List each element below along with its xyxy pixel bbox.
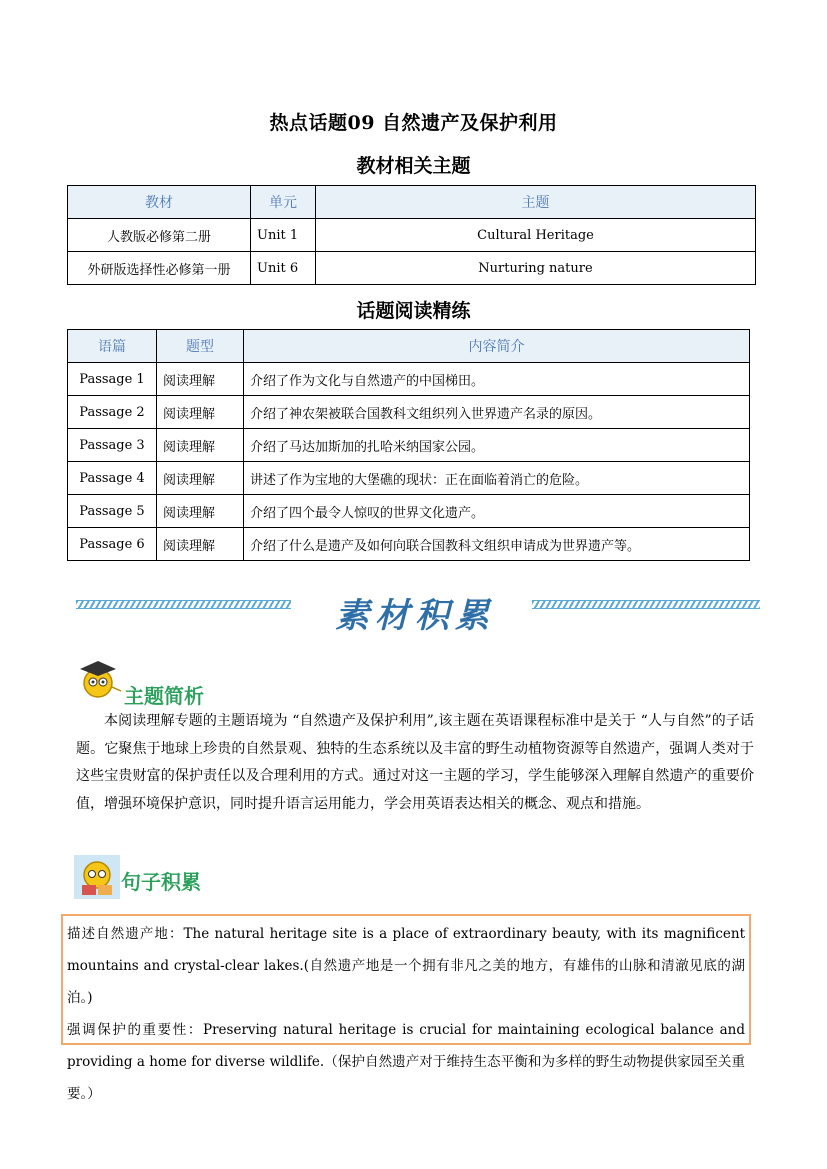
table-row (68, 429, 750, 462)
col-header: 题型 (157, 330, 244, 363)
table-cell: 阅读理解 (157, 462, 244, 495)
table-cell: 介绍了什么是遗产及如何向联合国教科文组织申请成为世界遗产等。 (244, 528, 750, 561)
sentence-item (67, 918, 745, 1014)
table-cell: Passage 3 (68, 429, 157, 462)
sentence-label: 描述自然遗产地： (67, 926, 184, 942)
table-cell: 人教版必修第二册 (68, 219, 251, 252)
table-cell: Unit 1 (251, 219, 316, 252)
table-row (68, 528, 750, 561)
table-cell: Nurturing nature (316, 252, 756, 285)
table-row (68, 495, 750, 528)
table-cell: Passage 2 (68, 396, 157, 429)
table-cell: 阅读理解 (157, 363, 244, 396)
col-header: 内容简介 (244, 330, 750, 363)
reading-heading: 话题阅读精练 (356, 300, 471, 322)
theme-analysis-heading: 主题简析 (124, 684, 204, 708)
table-cell: 讲述了作为宝地的大堡礁的现状：正在面临着消亡的危险。 (244, 462, 750, 495)
table-row (68, 219, 756, 252)
table-cell: 外研版选择性必修第一册 (68, 252, 251, 285)
sentence-english: Preserving natural heritage is crucial for maintaining ecological balance and providing a home for diverse wildlife. (67, 1022, 746, 1070)
col-header: 单元 (251, 186, 316, 219)
table-cell: 阅读理解 (157, 429, 244, 462)
sentence-box (61, 914, 751, 1102)
table-cell: Unit 6 (251, 252, 316, 285)
table-cell: Passage 5 (68, 495, 157, 528)
mascot-reading-icon (74, 855, 120, 899)
table-cell: Cultural Heritage (316, 219, 756, 252)
table-cell: Passage 1 (68, 363, 157, 396)
sentences-heading: 句子积累 (121, 870, 201, 894)
sentence-chinese: (自然遗产地是一个拥有非凡之美的地方，有雄伟的山脉和清澈见底的湖泊。) (67, 958, 745, 1006)
table-cell: 介绍了马达加斯加的扎哈米纳国家公园。 (244, 429, 750, 462)
sentence-item (67, 1014, 745, 1110)
table-cell: 介绍了四个最令人惊叹的世界文化遗产。 (244, 495, 750, 528)
sentence-chinese: （保护自然遗产对于维持生态平衡和为多样的野生动物提供家园至关重要。） (67, 1054, 745, 1102)
textbook-heading: 教材相关主题 (356, 155, 471, 177)
banner-title: 素材积累 (335, 596, 495, 636)
table-row (68, 363, 750, 396)
textbook-table (67, 185, 756, 285)
theme-analysis-text: 本阅读理解专题的主题语境为 “自然遗产及保护利用”,该主题在英语课程标准中是关于 “人与自然”的子话题。它聚焦于地球上珍贵的自然景观、独特的生态系统以及丰富的野生动植物资源等自然遗产，强调人类对于这些宝贵财富的保护责任以及合理利用的方式。通过对这一主题的学习，学生能够深入理解自然遗产的重要价值，增强环境保护意识，同时提升语言运用能力，学会用英语表达相关的概念、观点和措施。 (76, 713, 754, 812)
page-title: 热点话题09 自然遗产及保护利用 (269, 112, 558, 134)
col-header: 主题 (316, 186, 756, 219)
col-header: 教材 (68, 186, 251, 219)
sentence-label: 强调保护的重要性： (67, 1022, 203, 1038)
table-cell: 介绍了神农架被联合国教科文组织列入世界遗产名录的原因。 (244, 396, 750, 429)
col-header: 语篇 (68, 330, 157, 363)
table-row (68, 462, 750, 495)
mascot-graduate-icon (74, 655, 122, 701)
sentence-english: The natural heritage site is a place of extraordinary beauty, with its magnificent mountains and crystal-clear lakes. (67, 926, 745, 974)
reading-table (67, 329, 750, 561)
banner-decoration-left (76, 600, 291, 609)
table-cell: Passage 6 (68, 528, 157, 561)
banner-decoration-right (532, 600, 760, 609)
table-row (68, 396, 750, 429)
table-cell: 介绍了作为文化与自然遗产的中国梯田。 (244, 363, 750, 396)
table-cell: 阅读理解 (157, 528, 244, 561)
table-cell: 阅读理解 (157, 396, 244, 429)
table-cell: Passage 4 (68, 462, 157, 495)
table-row (68, 252, 756, 285)
table-cell: 阅读理解 (157, 495, 244, 528)
